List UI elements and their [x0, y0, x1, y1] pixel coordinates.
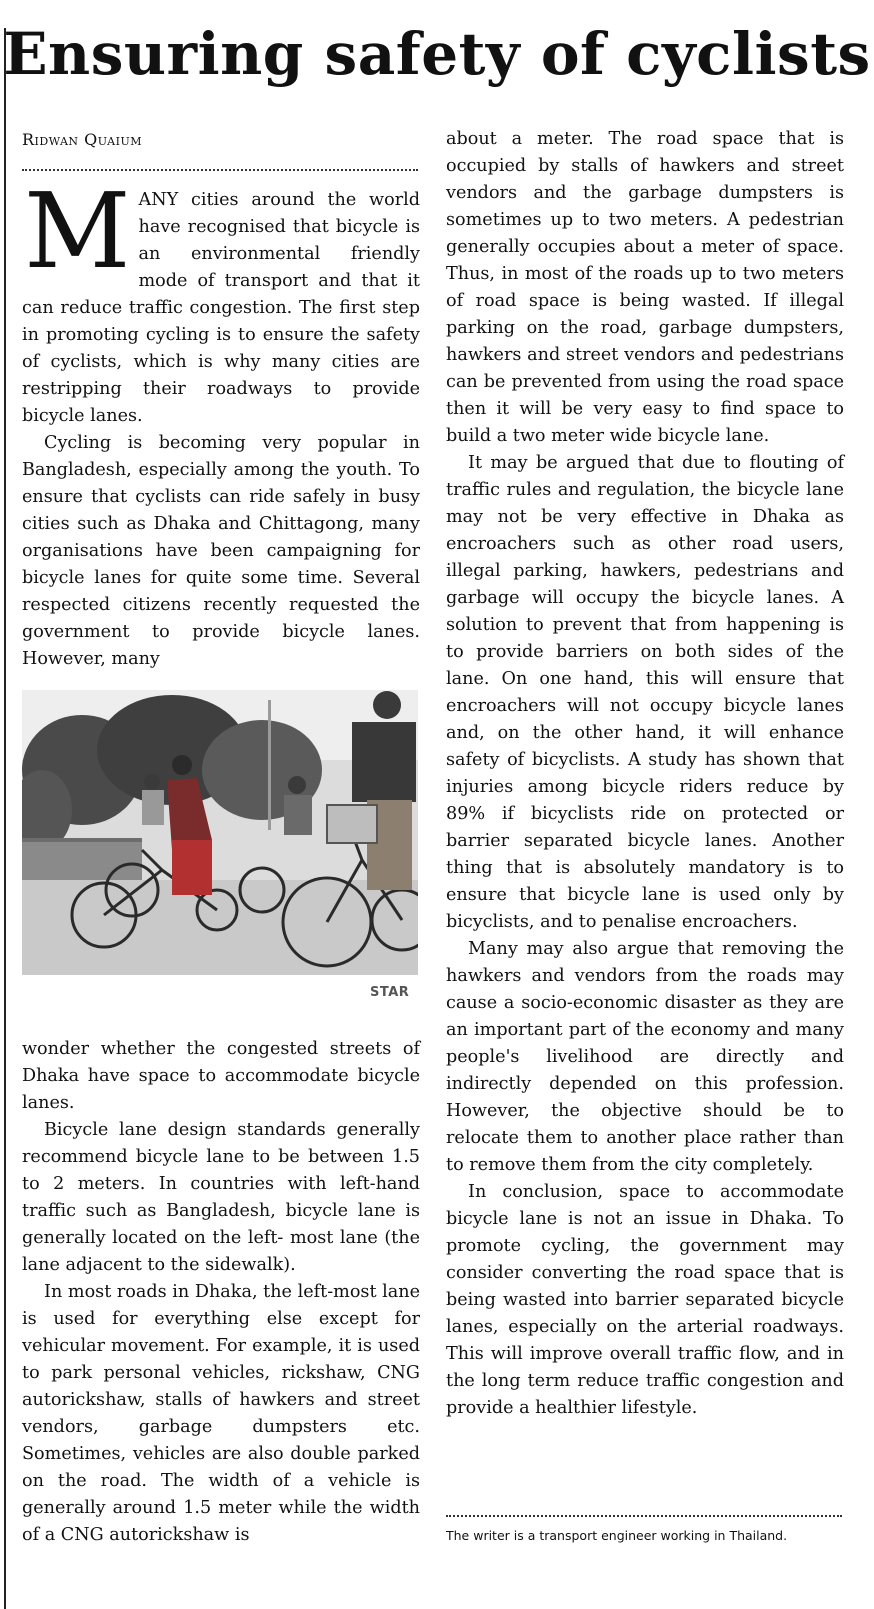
- paragraph: In conclusion, space to accommodate bicycle lane is not an issue in Dhaka. To promote cycling, the government may consider converting the road space that is being wasted into barrier separated bicycle lanes, especially on the arterial roadways. This will improve overall traffic flow, and in the long term reduce traffic congestion and provide a healthier lifestyle.: [446, 1182, 844, 1418]
- paragraph: Bicycle lane design standards generally recommend bicycle lane to be between 1.5 to 2 meters. In countries with left-hand traffic such as Bangladesh, bicycle lane is generally located on the left- most lane (the lane adjacent to the sidewalk).: [22, 1120, 420, 1275]
- paragraph: It may be argued that due to flouting of traffic rules and regulation, the bicycle lane may not be very effective in Dhaka as encroachers such as other road users, illegal parking, hawkers, pedestrians and garbage will occupy the bicycle lanes. A solution to prevent that from happening is to provide barriers on both sides of the lane. On one hand, this will ensure that encroachers will not occupy bicycle lanes and, on the other hand, it will enhance safety of bicyclists. A study has shown that injuries among bicycle riders reduce by 89% if bicyclists ride on protected or barrier separated bicycle lanes. Another thing that is absolutely mandatory is to ensure that bicycle lane is used only by bicyclists, and to penalise encroachers.: [446, 453, 844, 932]
- intro-paragraph: MANY cities around the world have recognised that bicycle is an environmental friendly mode of transport and that it can reduce traffic congestion. The first step in promoting cycling is to ensure the safety of cyclists, which is why many cities are restripping their roadways to provide bicycle lanes.: [22, 170, 420, 426]
- paragraph: wonder whether the congested streets of Dhaka have space to accommodate bicycle lanes.: [22, 1039, 420, 1113]
- column-2: [446, 126, 844, 1422]
- drop-cap: M: [24, 170, 131, 292]
- byline: Ridwan Quaium: [22, 130, 142, 149]
- author-footnote: The writer is a transport engineer working in Thailand.: [446, 1528, 788, 1543]
- column-1-top: [22, 170, 420, 673]
- footnote-divider: [446, 1515, 842, 1517]
- paragraph: In most roads in Dhaka, the left-most lane is used for everything else except for vehicular movement. For example, it is used to park personal vehicles, rickshaw, CNG autorickshaw, stalls of hawkers and street vendors, garbage dumpsters etc. Sometimes, vehicles are also double parked on the road. The width of a vehicle is generally around 1.5 meter while the width of a CNG autorickshaw is: [22, 1282, 420, 1545]
- headline: Ensuring safety of cyclists: [3, 20, 871, 88]
- paragraph: Many may also argue that removing the hawkers and vendors from the roads may cause a socio-economic disaster as they are an important part of the economy and many people's livelihood are directly and indirectly depended on this profession. However, the objective should be to relocate them to another place rather than to remove them from the city completely.: [446, 939, 844, 1175]
- paragraph: about a meter. The road space that is occupied by stalls of hawkers and street vendors and the garbage dumpsters is sometimes up to two meters. A pedestrian generally occupies about a meter of space. Thus, in most of the roads up to two meters of road space is being wasted. If illegal parking on the road, garbage dumpsters, hawkers and street vendors and pedestrians can be prevented from using the road space then it will be very easy to find space to build a two meter wide bicycle lane.: [446, 129, 844, 446]
- column-1-bottom: [22, 1036, 420, 1549]
- photo-credit: STAR: [370, 985, 410, 1000]
- cyclists-photo: [22, 690, 418, 975]
- paragraph: Cycling is becoming very popular in Bangladesh, especially among the youth. To ensure that cyclists can ride safely in busy cities such as Dhaka and Chittagong, many organisations have been campaigning for bicycle lanes for quite some time. Several respected citizens recently requested the government to provide bicycle lanes. However, many: [22, 433, 420, 669]
- left-column-rule: [4, 28, 6, 1609]
